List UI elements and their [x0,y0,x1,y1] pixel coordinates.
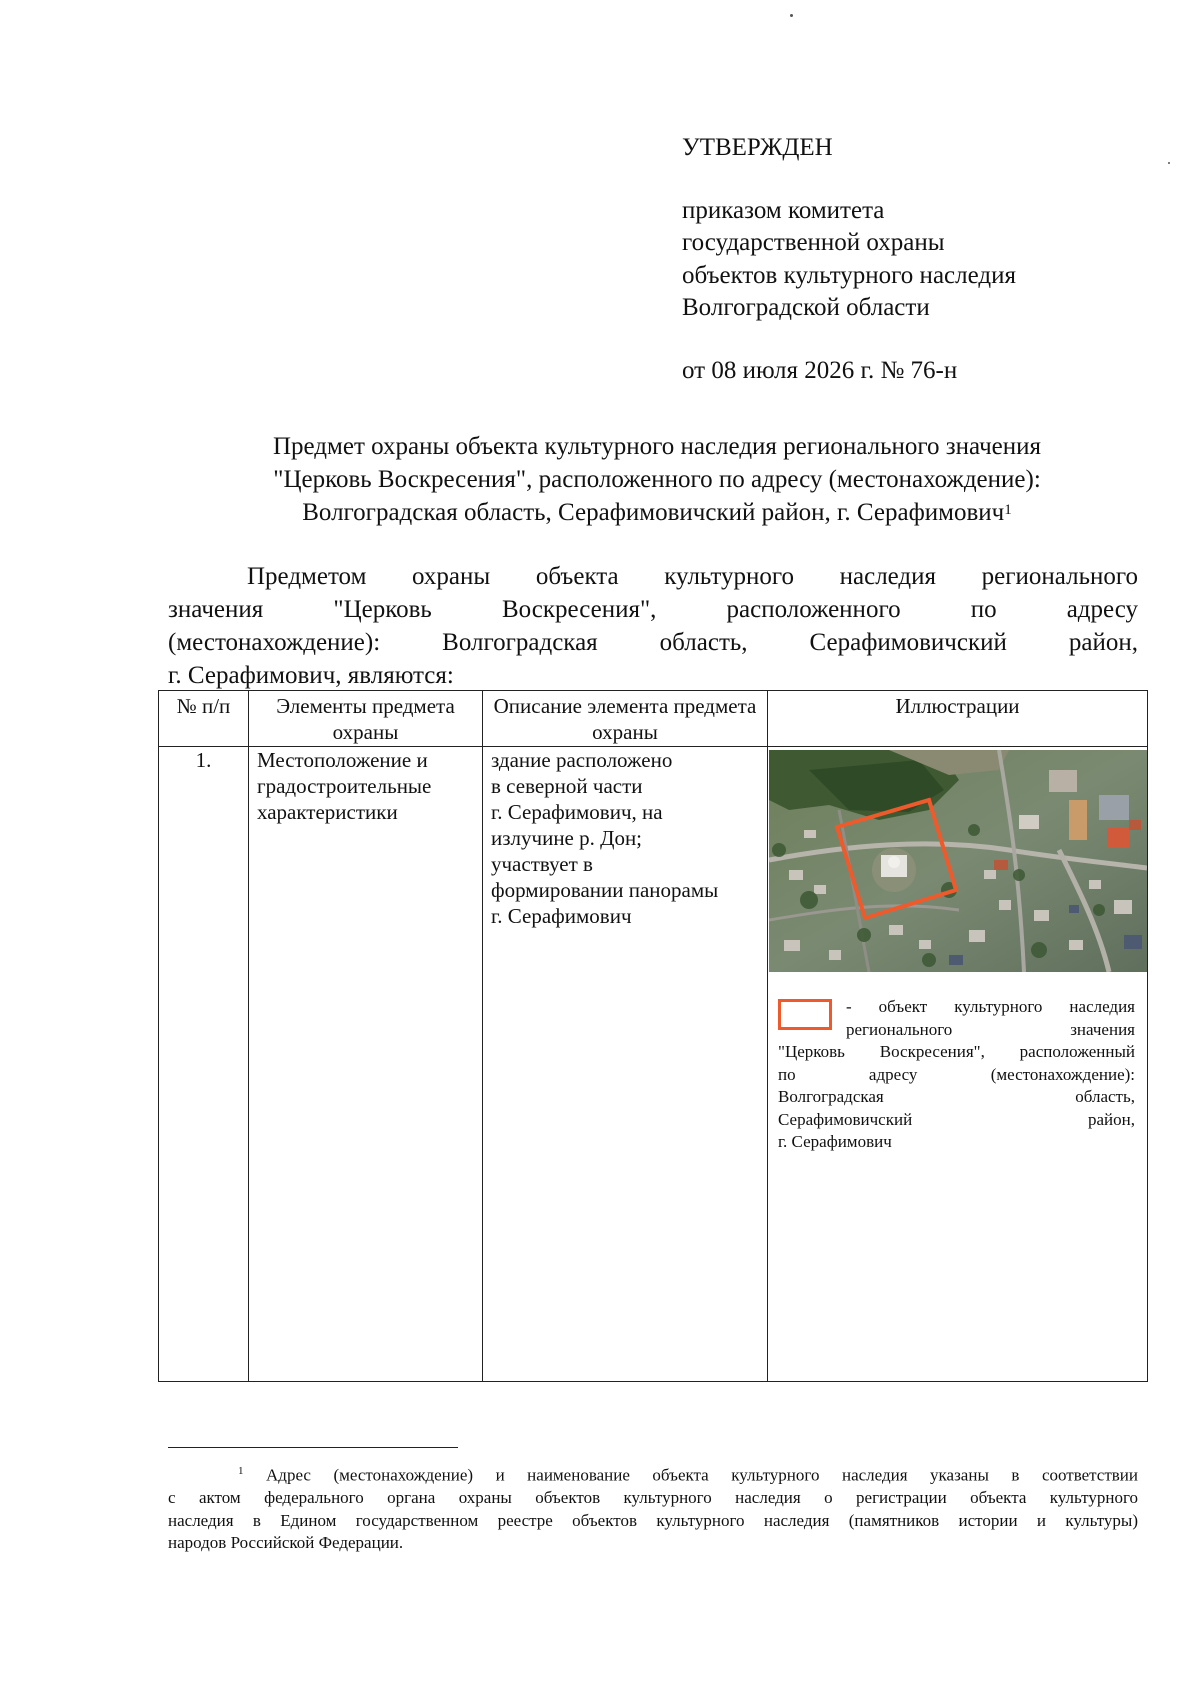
description-line: здание расположено [491,748,673,772]
header-illustrations: Иллюстрации [768,691,1148,747]
title-line: "Церковь Воскресения", расположенного по адресу (местонахождение): [273,466,1041,493]
row-illustration [768,747,1148,1382]
description-line: в северной части [491,774,643,798]
boundary-legend-swatch [778,999,832,1030]
footnote-line: с актом федерального органа охраны объектов культурного наследия о регистрации объекта культурного [168,1488,1138,1508]
title-footnote-mark: 1 [1004,502,1012,518]
title-line-last [160,496,1154,529]
legend-line: - объект культурного наследия [846,997,1135,1016]
intro-line: значения "Церковь Воскресения", расположенного по адресу [168,596,1138,623]
header-elements: Элементы предмета охраны [249,691,483,747]
title-line: Предмет охраны объекта культурного наследия регионального значения [272,433,1042,460]
approval-heading: УТВЕРЖДЕН [682,134,833,161]
footnote-line-first [168,1460,1138,1487]
footnote-line: наследия в Едином государственном реестре объектов культурного наследия (памятников истории и культуры) [168,1510,1138,1530]
approval-date: от 08 июля 2026 г. № 76-н [682,356,958,384]
approval-order [682,195,1016,325]
legend-line: Волгоградская область, [778,1087,1135,1106]
approval-order-line: Волгоградской области [682,294,930,321]
approval-order-line: государственной охраны [682,229,945,256]
row-element: Местоположение и градостроительные характеристики [249,747,483,1382]
row-description [483,747,768,1382]
description-line: формировании панорамы [491,878,719,902]
footnote-line: Адрес (местонахождение) и наименование объекта культурного наследия указаны в соответствии [266,1465,1138,1485]
description-line: г. Серафимович [491,904,632,928]
description-line: г. Серафимович, на [491,800,663,824]
legend-line: г. Серафимович [778,1132,892,1151]
scan-speck [1168,162,1170,164]
footnote-mark: 1 [238,1465,244,1477]
protection-subject-table [158,690,1148,1382]
footnote-divider [168,1447,458,1448]
description-line: участвует в [491,852,593,876]
scan-speck [790,14,793,17]
illustration-legend [778,996,1135,1154]
table-header-row [159,691,1148,747]
approval-stamp [682,132,1016,387]
legend-line: Серафимовичский район, [778,1109,1135,1129]
table-row [159,747,1148,1382]
footnote [168,1460,1138,1555]
intro-line: Предметом охраны объекта культурного наследия регионального [247,563,1138,590]
header-num: № п/п [159,691,249,747]
approval-order-line: объектов культурного наследия [682,261,1016,289]
document-title [160,430,1154,529]
legend-line: "Церковь Воскресения", расположенный [778,1042,1135,1061]
legend-line: регионального значения [846,1019,1135,1039]
intro-line: (местонахождение): Волгоградская область, Серафимовичский район, [168,629,1138,656]
title-line: Волгоградская область, Серафимовичский район, г. Серафимович [302,499,1005,526]
legend-line: по адресу (местонахождение): [778,1064,1135,1084]
intro-paragraph [168,560,1138,692]
description-line: излучине р. Дон; [491,826,643,850]
aerial-satellite-photo [769,750,1147,972]
row-num: 1. [159,747,249,1382]
intro-line: г. Серафимович, являются: [168,662,454,689]
header-description: Описание элемента предмета охраны [483,691,768,747]
approval-order-line: приказом комитета [682,196,885,224]
footnote-line: народов Российской Федерации. [168,1533,404,1553]
